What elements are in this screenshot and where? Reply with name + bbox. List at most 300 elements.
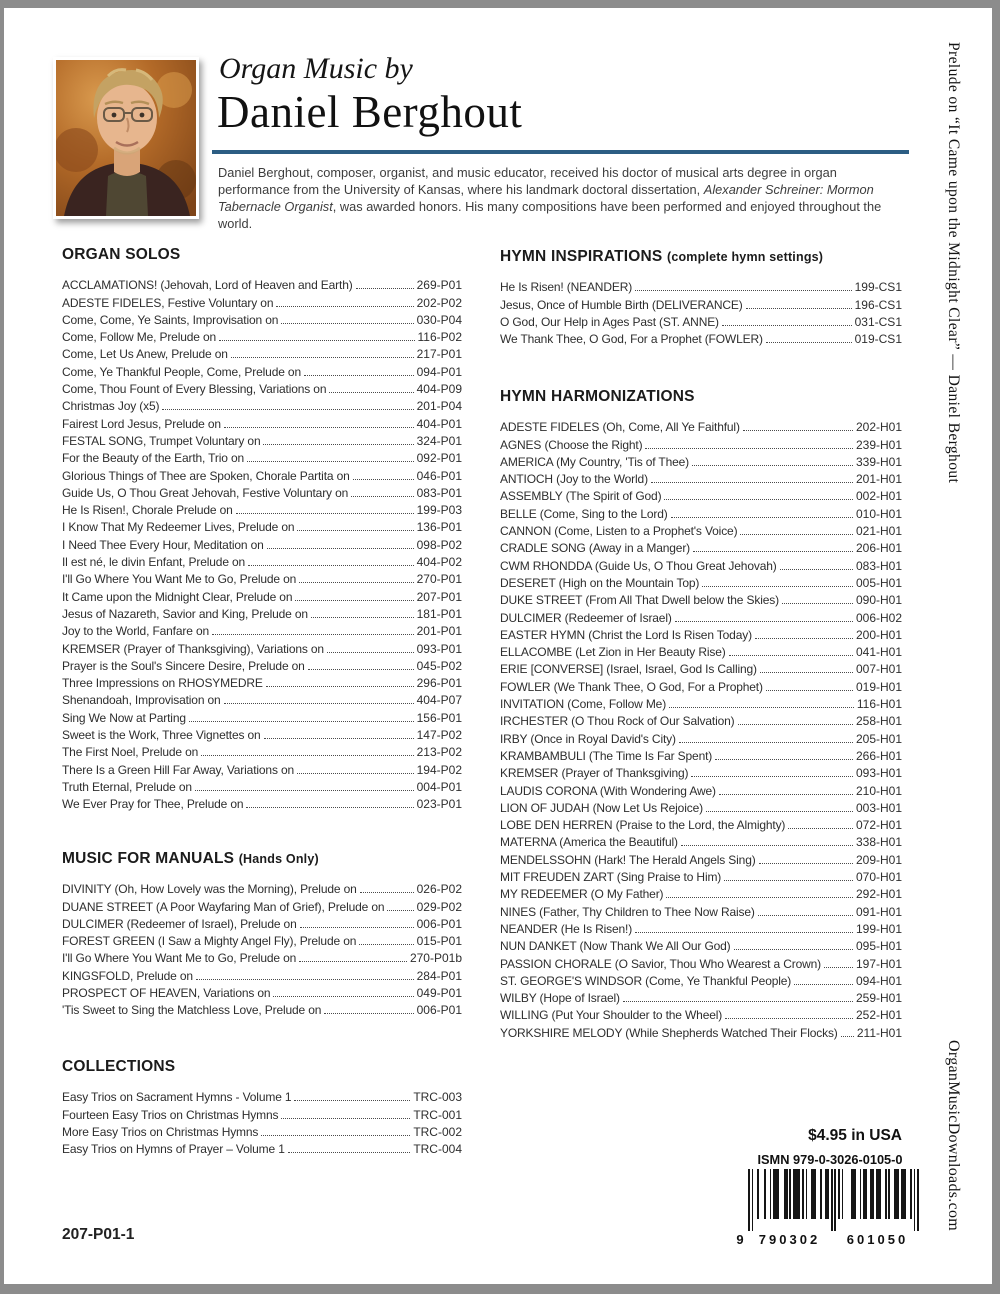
dot-leader — [329, 392, 413, 393]
list-item — [62, 379, 462, 396]
list-item — [62, 431, 462, 448]
list-item — [500, 780, 902, 797]
item-title: He Is Risen!, Chorale Prelude on — [62, 503, 233, 518]
section-title — [62, 850, 462, 868]
dot-leader — [359, 944, 413, 945]
dot-leader — [758, 915, 853, 916]
list-item — [500, 798, 902, 815]
dot-leader — [692, 465, 853, 466]
list-item — [62, 1000, 462, 1017]
dot-leader — [740, 534, 853, 535]
section-hymn-inspirations — [500, 248, 902, 346]
item-title: DESERET (High on the Mountain Top) — [500, 575, 700, 590]
item-code: 006-P01 — [416, 916, 462, 931]
item-title: I'll Go Where You Want Me to Go, Prelude on — [62, 951, 297, 966]
item-title: ADESTE FIDELES (Oh, Come, All Ye Faithful) — [500, 420, 740, 435]
item-title: Shenandoah, Improvisation on — [62, 693, 221, 708]
dot-leader — [195, 790, 414, 791]
item-title: PROSPECT OF HEAVEN, Variations on — [62, 986, 271, 1001]
barcode-digits-group2: 601050 — [840, 1232, 915, 1248]
list-item — [62, 965, 462, 982]
dot-leader — [281, 323, 413, 324]
list-item — [62, 344, 462, 361]
bio-text-end: , was awarded honors. His many compositions have been performed and enjoyed throughout the world. — [218, 199, 882, 231]
list-item — [62, 879, 462, 896]
list-item — [500, 521, 902, 538]
dot-leader — [746, 308, 852, 309]
dot-leader — [288, 1152, 411, 1153]
dot-leader — [246, 807, 413, 808]
list-item — [500, 1022, 902, 1039]
item-code: 269-P01 — [416, 278, 462, 293]
dot-leader — [635, 932, 853, 933]
item-code: 019-H01 — [855, 679, 902, 694]
dot-leader — [743, 430, 853, 431]
list-item — [500, 277, 902, 294]
item-code: 030-P04 — [416, 312, 462, 327]
item-title: CANNON (Come, Listen to a Prophet's Voice) — [500, 524, 738, 539]
item-code: 209-H01 — [855, 852, 902, 867]
accent-rule — [212, 150, 909, 154]
dissertation-title: Alexander Schreiner: Mormon Tabernacle Organist — [218, 182, 874, 214]
list-item — [62, 310, 462, 327]
list-item — [62, 569, 462, 586]
dot-leader — [719, 794, 853, 795]
dot-leader — [755, 638, 853, 639]
item-code: 292-H01 — [855, 887, 902, 902]
dot-leader — [264, 738, 414, 739]
dot-leader — [664, 499, 853, 500]
item-code: 266-H01 — [855, 748, 902, 763]
barcode — [733, 1152, 921, 1250]
list-item — [62, 1139, 462, 1156]
dot-leader — [273, 996, 413, 997]
item-code: 004-P01 — [416, 779, 462, 794]
list-item — [500, 867, 902, 884]
list-item — [62, 361, 462, 378]
list-item — [500, 832, 902, 849]
dot-leader — [715, 759, 853, 760]
item-code: 049-P01 — [416, 986, 462, 1001]
list-item — [62, 983, 462, 1000]
list-item — [500, 884, 902, 901]
dot-leader — [738, 724, 853, 725]
section-collections — [62, 1058, 462, 1156]
dot-leader — [675, 621, 853, 622]
list-item — [500, 294, 902, 311]
dot-leader — [722, 325, 852, 326]
dot-leader — [841, 1036, 854, 1037]
item-title: We Thank Thee, O God, For a Prophet (FOWLER) — [500, 332, 763, 347]
item-title: I Know That My Redeemer Lives, Prelude on — [62, 520, 295, 535]
item-title: Glorious Things of Thee are Spoken, Chorale Partita on — [62, 468, 350, 483]
list-item — [500, 538, 902, 555]
list-item — [500, 763, 902, 780]
item-title: KRAMBAMBULI (The Time Is Far Spent) — [500, 748, 713, 763]
catalog-number: 207-P01-1 — [62, 1226, 135, 1243]
dot-leader — [635, 290, 852, 291]
section-title — [62, 1058, 462, 1076]
list-item — [500, 607, 902, 624]
section-title-text: ORGAN SOLOS — [62, 246, 181, 263]
list-item — [500, 659, 902, 676]
item-title: LION OF JUDAH (Now Let Us Rejoice) — [500, 800, 703, 815]
list-item — [62, 707, 462, 724]
bio-text: Daniel Berghout, composer, organist, and music educator, received his doctor of musical arts degree in organ performance from the University of Kansas, where his landmark doctoral dissertation, — [218, 165, 837, 197]
section-organ-solos — [62, 246, 462, 811]
item-title: There Is a Green Hill Far Away, Variations on — [62, 762, 295, 777]
dot-leader — [311, 617, 414, 618]
list-item — [62, 656, 462, 673]
dot-leader — [308, 669, 414, 670]
item-title: Come, Come, Ye Saints, Improvisation on — [62, 312, 279, 327]
item-code: 007-H01 — [855, 662, 902, 677]
section-subtitle: (Hands Only) — [238, 852, 319, 866]
dot-leader — [724, 880, 853, 881]
list-item — [500, 711, 902, 728]
item-code: 006-P01 — [416, 1003, 462, 1018]
item-title: ACCLAMATIONS! (Jehovah, Lord of Heaven and Earth) — [62, 278, 353, 293]
item-code: 196-CS1 — [854, 297, 902, 312]
section-title-text: MUSIC FOR MANUALS — [62, 850, 235, 867]
dot-leader — [299, 961, 407, 962]
item-title: AMERICA (My Country, 'Tis of Thee) — [500, 454, 690, 469]
list-item — [500, 971, 902, 988]
item-title: Come, Ye Thankful People, Come, Prelude on — [62, 364, 301, 379]
item-title: The First Noel, Prelude on — [62, 745, 199, 760]
item-code: 093-P01 — [416, 641, 462, 656]
item-code: 199-P03 — [416, 503, 462, 518]
item-title: MY REDEEMER (O My Father) — [500, 887, 664, 902]
dot-leader — [729, 655, 853, 656]
dot-leader — [263, 444, 413, 445]
item-code: 045-P02 — [416, 658, 462, 673]
collections-list — [62, 1087, 462, 1156]
spine-piece-title: Prelude on “It Came upon the Midnight Clear” — Daniel Berghout — [945, 42, 962, 484]
item-title: DIVINITY (Oh, How Lovely was the Morning), Prelude on — [62, 882, 357, 897]
item-code: 015-P01 — [416, 934, 462, 949]
dot-leader — [297, 530, 413, 531]
item-title: Easy Trios on Sacrament Hymns - Volume 1 — [62, 1090, 292, 1105]
dot-leader — [281, 1118, 410, 1119]
item-code: 270-P01 — [416, 572, 462, 587]
item-code: 010-H01 — [855, 506, 902, 521]
list-item — [500, 919, 902, 936]
dot-leader — [299, 582, 413, 583]
item-code: 002-H01 — [855, 489, 902, 504]
series-title: Organ Music by — [219, 52, 413, 85]
list-item — [500, 312, 902, 329]
item-code: 090-H01 — [855, 593, 902, 608]
item-code: 031-CS1 — [854, 314, 902, 329]
list-item — [500, 625, 902, 642]
item-title: KREMSER (Prayer of Thanksgiving) — [500, 766, 689, 781]
list-item — [62, 327, 462, 344]
item-code: 094-P01 — [416, 364, 462, 379]
hymn-inspirations-list — [500, 277, 902, 346]
list-item — [62, 292, 462, 309]
item-code: 201-P01 — [416, 624, 462, 639]
dot-leader — [267, 548, 414, 549]
item-code: 284-P01 — [416, 968, 462, 983]
item-title: ADESTE FIDELES, Festive Voluntary on — [62, 295, 274, 310]
item-title: Easy Trios on Hymns of Prayer – Volume 1 — [62, 1142, 285, 1157]
list-item — [62, 1122, 462, 1139]
item-code: TRC-004 — [413, 1142, 462, 1157]
item-title: Sweet is the Work, Three Vignettes on — [62, 728, 261, 743]
section-subtitle: (complete hymn settings) — [666, 250, 824, 264]
item-title: NEANDER (He Is Risen!) — [500, 921, 633, 936]
list-item — [500, 815, 902, 832]
list-item — [62, 725, 462, 742]
dot-leader — [189, 721, 414, 722]
item-code: 116-H01 — [856, 697, 902, 712]
item-title: LAUDIS CORONA (With Wondering Awe) — [500, 783, 716, 798]
item-code: 211-H01 — [856, 1025, 902, 1040]
item-title: AGNES (Choose the Right) — [500, 437, 643, 452]
item-title: MATERNA (America the Beautiful) — [500, 835, 678, 850]
item-title: ANTIOCH (Joy to the World) — [500, 472, 648, 487]
item-code: 095-H01 — [855, 939, 902, 954]
dot-leader — [324, 1013, 413, 1014]
composer-name-title: Daniel Berghout — [217, 87, 523, 137]
item-title: Christmas Joy (x5) — [62, 399, 160, 414]
dot-leader — [693, 551, 853, 552]
list-item — [500, 434, 902, 451]
item-title: DUKE STREET (From All That Dwell below the Skies) — [500, 593, 779, 608]
list-item — [500, 901, 902, 918]
list-item — [500, 728, 902, 745]
dot-leader — [248, 565, 414, 566]
list-item — [500, 953, 902, 970]
item-code: 324-P01 — [416, 433, 462, 448]
item-title: FOREST GREEN (I Saw a Mighty Angel Fly), Prelude on — [62, 934, 357, 949]
item-title: NUN DANKET (Now Thank We All Our God) — [500, 939, 731, 954]
item-code: 041-H01 — [855, 645, 902, 660]
list-item — [500, 590, 902, 607]
dot-leader — [681, 845, 853, 846]
item-title: CRADLE SONG (Away in a Manger) — [500, 541, 691, 556]
dot-leader — [706, 811, 853, 812]
item-title: WILBY (Hope of Israel) — [500, 991, 620, 1006]
item-code: 205-H01 — [855, 731, 902, 746]
dot-leader — [824, 967, 853, 968]
list-item — [62, 448, 462, 465]
dot-leader — [766, 690, 853, 691]
item-code: 091-H01 — [855, 904, 902, 919]
item-code: 207-P01 — [416, 589, 462, 604]
dot-leader — [201, 755, 413, 756]
item-code: 116-P02 — [417, 330, 462, 345]
section-title-text: HYMN HARMONIZATIONS — [500, 388, 695, 405]
list-item — [62, 500, 462, 517]
item-code: 201-H01 — [855, 472, 902, 487]
list-item — [62, 396, 462, 413]
item-code: 206-H01 — [855, 541, 902, 556]
dot-leader — [224, 427, 414, 428]
item-title: KINGSFOLD, Prelude on — [62, 968, 193, 983]
list-item — [62, 742, 462, 759]
dot-leader — [669, 707, 854, 708]
bio-paragraph — [218, 164, 912, 232]
list-item — [500, 503, 902, 520]
item-code: 339-H01 — [855, 454, 902, 469]
spine-website-text: OrganMusicDownloads.com — [945, 1040, 962, 1232]
list-item — [500, 555, 902, 572]
organ-solos-list — [62, 275, 462, 811]
dot-leader — [276, 306, 413, 307]
item-code: 217-P01 — [416, 347, 462, 362]
dot-leader — [759, 863, 853, 864]
list-item — [62, 896, 462, 913]
list-item — [500, 417, 902, 434]
item-code: 213-P02 — [416, 745, 462, 760]
list-item — [62, 948, 462, 965]
item-code: 098-P02 — [416, 537, 462, 552]
item-code: 270-P01b — [409, 951, 462, 966]
list-item — [62, 483, 462, 500]
item-code: 210-H01 — [855, 783, 902, 798]
barcode-digits-group1: 790302 — [752, 1232, 827, 1248]
item-code: TRC-001 — [413, 1107, 462, 1122]
item-title: Joy to the World, Fanfare on — [62, 624, 209, 639]
item-title: MENDELSSOHN (Hark! The Herald Angels Sing) — [500, 852, 756, 867]
section-title — [62, 246, 462, 264]
item-code: 006-H02 — [855, 610, 902, 625]
item-title: DULCIMER (Redeemer of Israel), Prelude on — [62, 916, 297, 931]
list-item — [500, 936, 902, 953]
list-item — [500, 988, 902, 1005]
item-title: He Is Risen! (NEANDER) — [500, 280, 633, 295]
item-title: ERIE [CONVERSE] (Israel, Israel, God Is Calling) — [500, 662, 757, 677]
list-item — [500, 329, 902, 346]
dot-leader — [666, 897, 853, 898]
list-item — [62, 1104, 462, 1121]
dot-leader — [623, 1001, 853, 1002]
item-title: WILLING (Put Your Shoulder to the Wheel) — [500, 1008, 723, 1023]
dot-leader — [261, 1135, 410, 1136]
item-title: Fourteen Easy Trios on Christmas Hymns — [62, 1107, 279, 1122]
item-code: 021-H01 — [855, 524, 902, 539]
item-code: 200-H01 — [855, 627, 902, 642]
item-code: 094-H01 — [855, 973, 902, 988]
dot-leader — [224, 703, 414, 704]
item-title: Guide Us, O Thou Great Jehovah, Festive Voluntary on — [62, 485, 349, 500]
item-title: Prayer is the Soul's Sincere Desire, Prelude on — [62, 658, 305, 673]
dot-leader — [247, 461, 414, 462]
dot-leader — [671, 517, 853, 518]
dot-leader — [360, 892, 414, 893]
item-title: Come, Let Us Anew, Prelude on — [62, 347, 228, 362]
dot-leader — [760, 672, 853, 673]
item-title: It Came upon the Midnight Clear, Prelude on — [62, 589, 293, 604]
list-item — [62, 673, 462, 690]
item-title: Jesus, Once of Humble Birth (DELIVERANCE) — [500, 297, 743, 312]
dot-leader — [702, 586, 853, 587]
item-code: 202-P02 — [416, 295, 462, 310]
artist-photo — [53, 57, 199, 219]
item-title: DUANE STREET (A Poor Wayfaring Man of Grief), Prelude on — [62, 899, 385, 914]
item-code: 029-P02 — [416, 899, 462, 914]
dot-leader — [353, 479, 414, 480]
item-title: Jesus of Nazareth, Savior and King, Prelude on — [62, 606, 308, 621]
dot-leader — [294, 1100, 410, 1101]
item-title: ELLACOMBE (Let Zion in Her Beauty Rise) — [500, 645, 726, 660]
section-music-for-manuals — [62, 850, 462, 1017]
music-for-manuals-list — [62, 879, 462, 1017]
item-code: 072-H01 — [855, 818, 902, 833]
item-code: 019-CS1 — [854, 332, 902, 347]
list-item — [62, 914, 462, 931]
list-item — [500, 469, 902, 486]
list-item — [62, 1087, 462, 1104]
list-item — [62, 794, 462, 811]
list-item — [62, 534, 462, 551]
item-code: 046-P01 — [416, 468, 462, 483]
dot-leader — [794, 984, 853, 985]
dot-leader — [300, 927, 414, 928]
list-item — [62, 465, 462, 482]
item-title: I'll Go Where You Want Me to Go, Prelude on — [62, 572, 297, 587]
list-item — [62, 777, 462, 794]
item-code: 201-P04 — [416, 399, 462, 414]
dot-leader — [679, 742, 853, 743]
dot-leader — [788, 828, 853, 829]
list-item — [500, 676, 902, 693]
item-title: IRCHESTER (O Thou Rock of Our Salvation) — [500, 714, 735, 729]
item-title: Fairest Lord Jesus, Prelude on — [62, 416, 221, 431]
item-code: 404-P01 — [416, 416, 462, 431]
list-item — [500, 694, 902, 711]
list-item — [62, 275, 462, 292]
item-title: 'Tis Sweet to Sing the Matchless Love, Prelude on — [62, 1003, 322, 1018]
item-title: CWM RHONDDA (Guide Us, O Thou Great Jehovah) — [500, 558, 777, 573]
section-title — [500, 388, 902, 406]
item-title: More Easy Trios on Christmas Hymns — [62, 1124, 259, 1139]
barcode-bars — [748, 1169, 919, 1233]
item-code: 005-H01 — [855, 575, 902, 590]
dot-leader — [734, 949, 853, 950]
dot-leader — [691, 776, 853, 777]
dot-leader — [725, 1018, 853, 1019]
dot-leader — [387, 910, 413, 911]
dot-leader — [327, 652, 414, 653]
item-title: I Need Thee Every Hour, Meditation on — [62, 537, 264, 552]
item-title: Come, Thou Fount of Every Blessing, Variations on — [62, 382, 327, 397]
list-item — [62, 638, 462, 655]
barcode-digit-left: 9 — [736, 1232, 744, 1247]
item-title: ST. GEORGE'S WINDSOR (Come, Ye Thankful People) — [500, 973, 792, 988]
dot-leader — [266, 686, 414, 687]
dot-leader — [219, 340, 414, 341]
item-title: KREMSER (Prayer of Thanksgiving), Variations on — [62, 641, 324, 656]
item-title: ASSEMBLY (The Spirit of God) — [500, 489, 662, 504]
dot-leader — [645, 448, 853, 449]
item-title: LOBE DEN HERREN (Praise to the Lord, the Almighty) — [500, 818, 786, 833]
item-code: 181-P01 — [416, 606, 462, 621]
list-item — [500, 452, 902, 469]
list-item — [500, 746, 902, 763]
item-code: 239-H01 — [855, 437, 902, 452]
list-item — [62, 552, 462, 569]
item-code: TRC-002 — [413, 1124, 462, 1139]
dot-leader — [351, 496, 413, 497]
portrait-illustration — [56, 60, 196, 216]
item-title: EASTER HYMN (Christ the Lord Is Risen Today) — [500, 627, 752, 642]
item-code: 083-P01 — [416, 485, 462, 500]
list-item — [500, 849, 902, 866]
list-item — [500, 486, 902, 503]
